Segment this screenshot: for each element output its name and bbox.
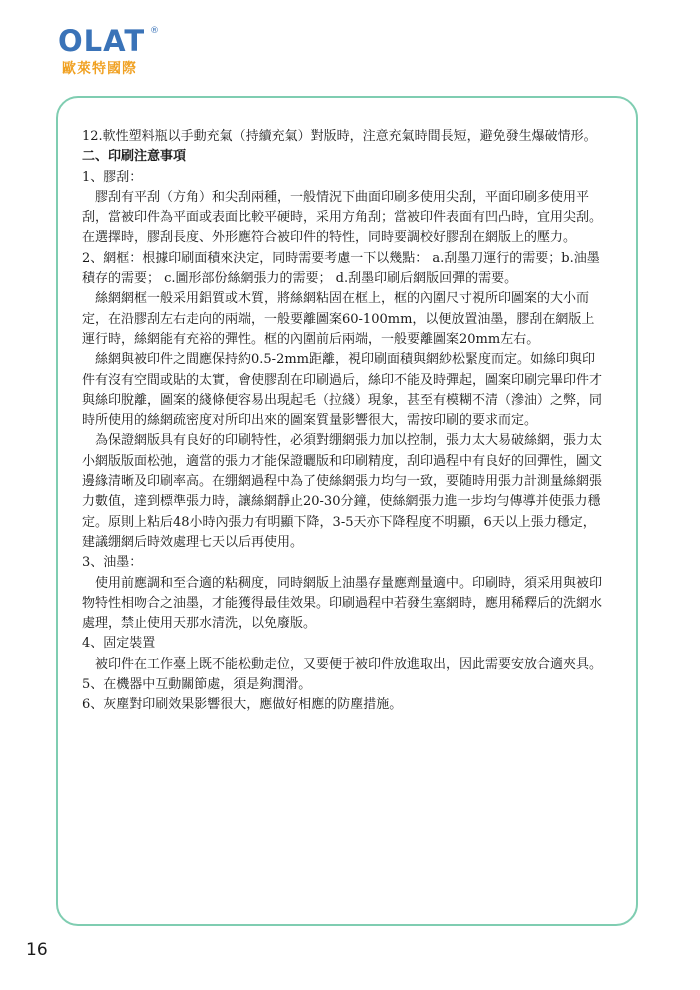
logo-wordmark: OLAT [58, 24, 146, 58]
subheading-fixture: 4、固定裝置 [82, 636, 156, 652]
paragraph-item-12: 12.軟性塑料瓶以手動充氣（持續充氣）對版時，注意充氣時間長短，避免發生爆破情形。 [82, 129, 597, 144]
logo-chinese-name: 歐萊特國際 [62, 61, 137, 77]
paragraph-lubrication: 5、在機器中互動關節處，須是夠潤滑。 [82, 677, 312, 693]
paragraph-screen-tension: 為保證網版具有良好的印刷特性，必須對绷網張力加以控制，張力太大易破絲網，張力太小網版版面松弛，適當的張力才能保證曬版和印刷精度，刮印過程中有良好的回彈性，圖文邊緣清晰及印刷率高。在绷網過程中為了使絲網張力均勻一致，要随時用張力計測量絲網張力數值，達到標準張力時，讓絲網靜止20-30分鐘，使絲網張力進一步均勻傳導并使張力穩定。原則上粘后48小時內張力有明顯下降，3-5天亦下降程度不明顯，6天以上張力穩定，建議绷網后時效處理七天以后再使用。 [82, 433, 603, 550]
subheading-ink: 3、油墨： [82, 555, 143, 571]
paragraph-ink: 使用前應調和至合適的粘稠度，同時網版上油墨存量應劑量適中。印刷時，須采用與被印物特性相吻合之油墨，才能獲得最佳效果。印刷過程中若發生塞網時，應用稀釋后的洗網水處理，禁止使用天那水清洗，以免廢版。 [82, 575, 603, 632]
paragraph-screen-frame: 2、網框：根據印刷面積來決定，同時需要考慮一下以幾點： a.刮墨刀運行的需要；b.油墨積存的需要； c.圖形部份絲網張力的需要； d.刮墨印刷后網版回彈的需要。 [82, 250, 600, 287]
document-body [82, 127, 602, 716]
paragraph-dust: 6、灰塵對印刷效果影響很大，應做好相應的防塵措施。 [82, 697, 403, 713]
paragraph-screen-distance: 絲網與被印件之間應保持約0.5-2mm距離，視印刷面積與網紗松緊度而定。如絲印與印件有沒有空間或貼的太實，會使膠刮在印刷過后，絲印不能及時彈起，圖案印刷完畢印件才與絲印脫離，圖案的綫條便容易出現起毛（拉綫）現象，甚至有模糊不清（滲油）之弊，同時所使用的絲網疏密度对所印出來的圖案質量影響很大，需按印刷的要求而定。 [82, 352, 603, 429]
paragraph-frame-material: 絲網網框一般采用鋁質或木質，將絲網粘固在框上，框的內圍尺寸視所印圖案的大小而定，在沿膠刮左右走向的兩端，一般要離圖案60-100mm，以便放置油墨，膠刮在網版上運行時，絲網能有充裕的彈性。框的內圍前后兩端，一般要離圖案20mm左右。 [82, 291, 595, 347]
olat-logo [58, 26, 188, 76]
paragraph-fixture: 被印件在工作臺上既不能松動走位，又要便于被印件放進取出，因此需要安放合適夾具。 [82, 656, 603, 672]
paragraph-squeegee: 膠刮有平刮（方角）和尖刮兩種，一般情況下曲面印刷多使用尖刮，平面印刷多使用平刮，當被印件為平面或表面比較平硬時，采用方角刮；當被印件表面有凹凸時，宜用尖刮。在選擇時，膠刮長度、外形應符合被印件的特性，同時要調校好膠刮在網版上的壓力。 [82, 189, 603, 246]
page-number: 16 [26, 940, 48, 960]
section-heading-printing-notes: 二、印刷注意事項 [82, 149, 187, 165]
subheading-squeegee: 1、膠刮： [82, 169, 143, 185]
registered-mark: ® [150, 26, 159, 36]
